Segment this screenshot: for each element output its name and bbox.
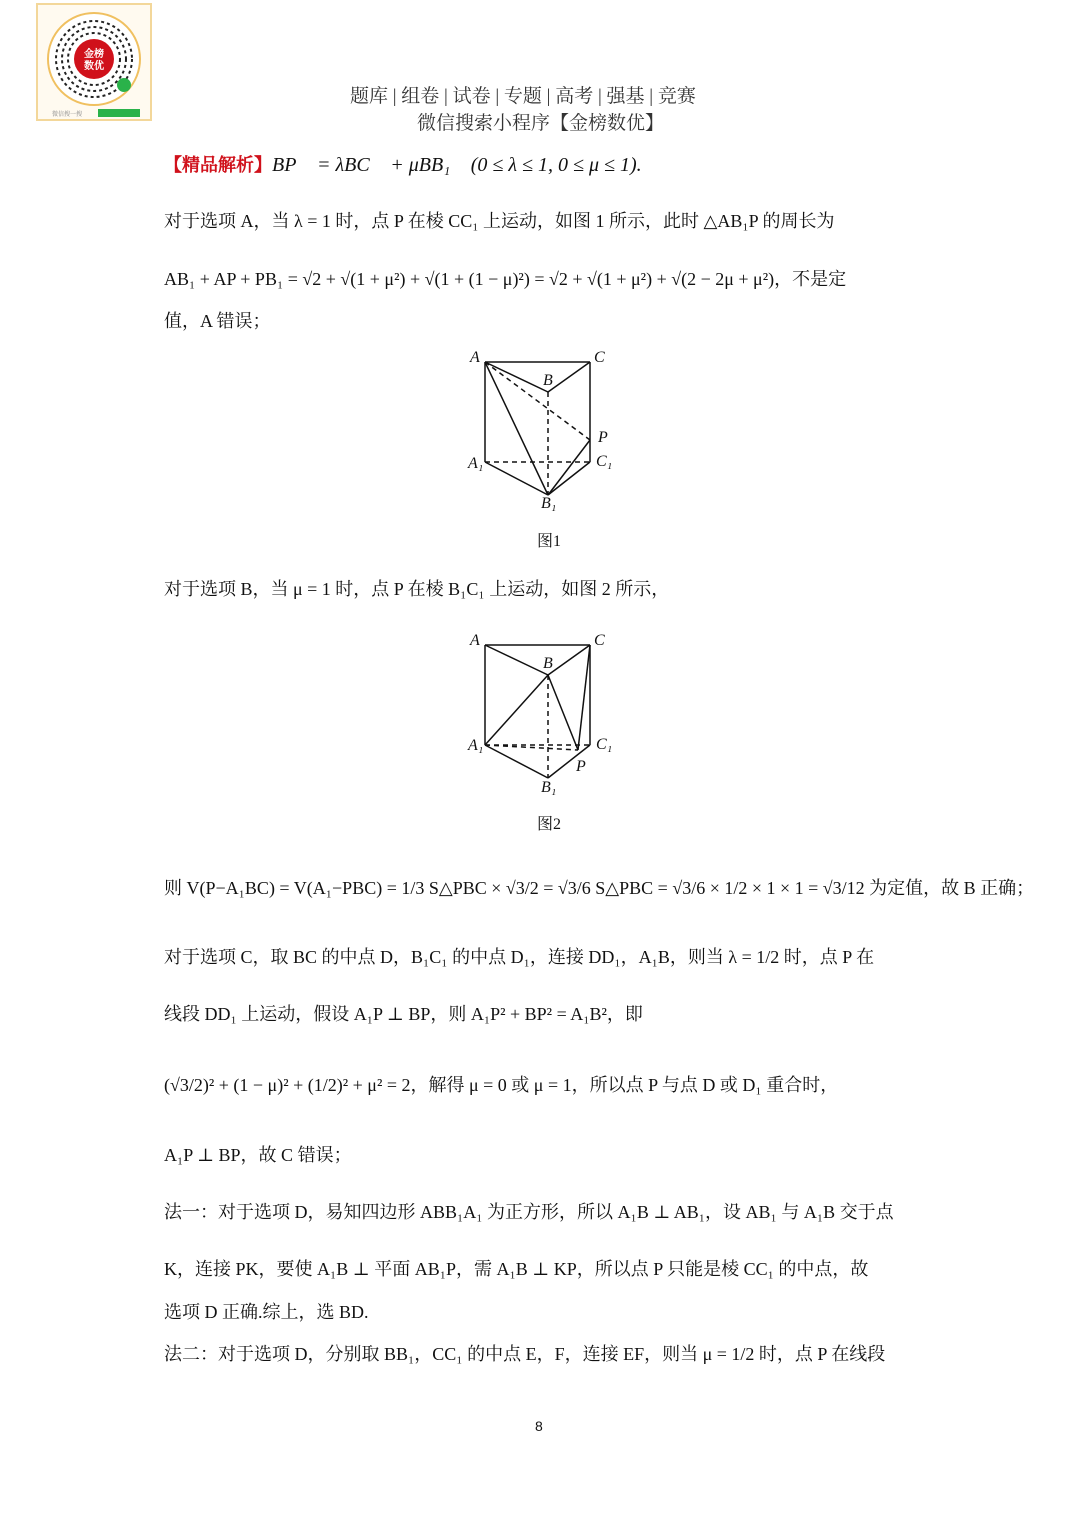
label-B1: B₁ — [541, 495, 557, 512]
label-A1: A₁ — [468, 455, 484, 472]
formula-line: 则 V(P−A₁BC) = V(A₁−PBC) = 1/3 S△PBC × √3/2 = √3/6 S△PBC = √3/6 × 1/2 × 1 × 1 = √3/12 为定值，故 B 正确； — [164, 878, 1035, 898]
label-C1: C₁ — [596, 736, 613, 753]
figure-2-prism — [485, 645, 590, 778]
formula-line: AB₁ + AP + PB₁ = √2 + √(1 + μ²) + √(1 + (1 − μ)²) = √2 + √(1 + μ²) + √(2 − 2μ + μ²)，不是定 — [164, 269, 847, 289]
text-line: 线段 DD₁ 上运动，假设 A₁P ⊥ BP，则 A₁P² + BP² = A₁B²，即 — [164, 1004, 643, 1024]
text-line: A₁P ⊥ BP，故 C 错误； — [164, 1145, 352, 1165]
text-line: 选项 D 正确.综上，选 BD. — [164, 1302, 369, 1322]
analysis-tag: 【精品解析】 — [164, 155, 272, 175]
text-line: K，连接 PK，要使 A₁B ⊥ 平面 AB₁P，需 A₁B ⊥ KP，所以点 P 只能是棱 CC₁ 的中点，故 — [164, 1259, 869, 1279]
svg-text:数优: 数优 — [84, 61, 104, 72]
formula-line: (√3/2)² + (1 − μ)² + (1/2)² + μ² = 2，解得 μ = 0 或 μ = 1，所以点 P 与点 D 或 D₁ 重合时， — [164, 1075, 839, 1095]
label-C1: C₁ — [596, 453, 613, 470]
label-A: A — [470, 349, 480, 366]
header-nav: 题库 | 组卷 | 试卷 | 专题 | 高考 | 强基 | 竞赛 — [350, 86, 696, 107]
label-P: P — [598, 429, 608, 446]
label-A1: A₁ — [468, 737, 484, 754]
label-P: P — [576, 758, 586, 775]
label-B1: B₁ — [541, 779, 557, 796]
text-line: 对于选项 B，当 μ = 1 时，点 P 在棱 B₁C₁ 上运动，如图 2 所示， — [164, 579, 670, 599]
text-line: 法一：对于选项 D，易知四边形 ABB₁A₁ 为正方形，所以 A₁B ⊥ AB₁，设 AB₁ 与 A₁B 交于点 — [164, 1202, 894, 1222]
figure-1-caption: 图1 — [537, 533, 562, 550]
header-search-hint: 微信搜索小程序【金榜数优】 — [417, 113, 665, 134]
label-A: A — [470, 632, 480, 649]
text-line: 值，A 错误； — [164, 311, 271, 331]
label-C: C — [594, 349, 605, 366]
text-line: 对于选项 A，当 λ = 1 时，点 P 在棱 CC₁ 上运动，如图 1 所示，此时 △AB₁P 的周长为 — [164, 211, 835, 231]
text-line: 对于选项 C，取 BC 的中点 D，B₁C₁ 的中点 D₁，连接 DD₁，A₁B，则当 λ = 1/2 时，点 P 在 — [164, 947, 875, 967]
label-C: C — [594, 632, 605, 649]
formula: BP⃗ = λBC⃗ + μBB₁⃗ (0 ≤ λ ≤ 1, 0 ≤ μ ≤ 1). — [272, 154, 642, 176]
svg-text:金榜: 金榜 — [84, 49, 104, 60]
figure-2-caption: 图2 — [537, 816, 562, 833]
page-number: 8 — [535, 1418, 543, 1434]
label-B: B — [543, 655, 553, 672]
svg-text:微信搜一搜: 微信搜一搜 — [52, 111, 83, 118]
text-line: 法二：对于选项 D，分别取 BB₁，CC₁ 的中点 E，F，连接 EF，则当 μ = 1/2 时，点 P 在线段 — [164, 1344, 886, 1364]
figure-1-prism — [485, 362, 590, 495]
label-B: B — [543, 372, 553, 389]
